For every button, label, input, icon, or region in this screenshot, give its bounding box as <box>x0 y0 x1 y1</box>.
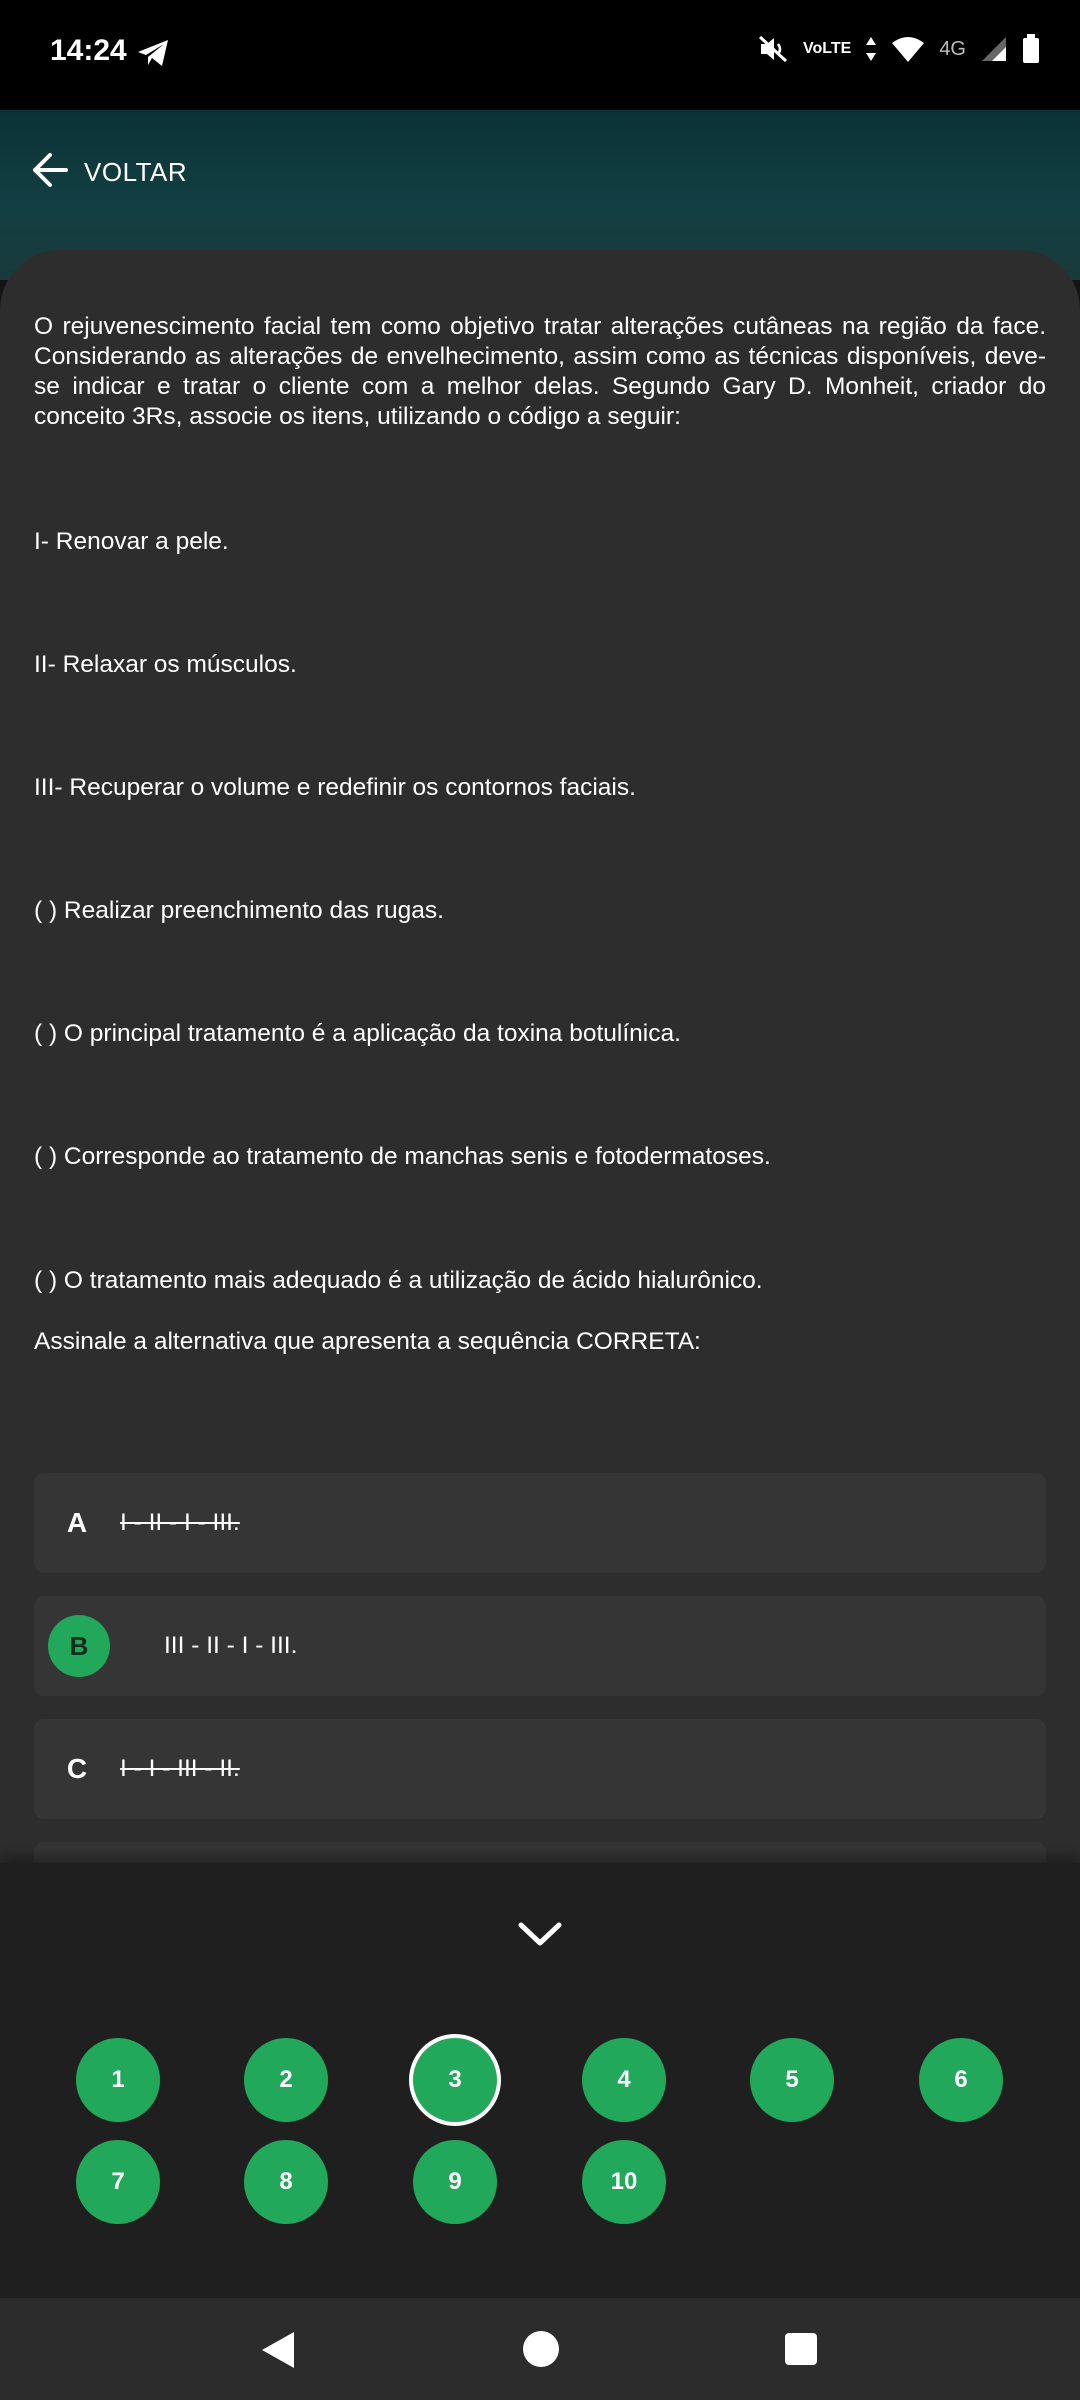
network-4g: 4G <box>939 37 966 60</box>
status-icons <box>757 34 1040 64</box>
data-arrows-icon <box>865 35 877 63</box>
status-time: 14:24 <box>50 34 127 67</box>
volte-top: Vo <box>803 40 823 57</box>
question-text: O rejuvenescimento facial tem como objetivo tratar alterações cutâneas na região da face. Considerando as alterações de envelhecimento, assim como as técnicas disponíveis, deve-se indicar e tratar o cliente com a melhor delas. Segundo Gary D. Monheit, criador do conceito 3Rs, associe os itens, utilizando o código a seguir: <box>34 313 1046 430</box>
question-item: ( ) Realizar preenchimento das rugas. <box>34 897 444 924</box>
question-item: III- Recuperar o volume e redefinir os contornos faciais. <box>34 774 636 801</box>
volte-bottom: LTE <box>822 40 852 57</box>
question-prompt: Assinale a alternativa que apresenta a sequência CORRETA: <box>34 1328 701 1355</box>
question-button-3[interactable]: 3 <box>413 2038 497 2122</box>
chevron-down-icon[interactable] <box>515 1913 565 1958</box>
back-arrow-icon <box>30 150 70 195</box>
question-item: ( ) O tratamento mais adequado é a utilização de ácido hialurônico. <box>34 1267 763 1294</box>
question-item: I- Renovar a pele. <box>34 528 229 555</box>
question-button-5[interactable]: 5 <box>750 2038 834 2122</box>
option-text: I - II - I - III. <box>120 1509 240 1536</box>
question-button-6[interactable]: 6 <box>919 2038 1003 2122</box>
back-label: VOLTAR <box>84 157 188 187</box>
question-item: II- Relaxar os músculos. <box>34 651 297 678</box>
option-letter-selected: B <box>48 1615 110 1677</box>
option-a[interactable] <box>34 1473 1046 1573</box>
wifi-icon <box>891 35 925 63</box>
status-bar <box>0 0 1080 110</box>
question-navigator <box>0 1863 1080 2298</box>
question-button-9[interactable]: 9 <box>413 2140 497 2224</box>
question-button-2[interactable]: 2 <box>244 2038 328 2122</box>
signal-icon <box>980 35 1008 63</box>
question-card <box>0 250 1080 1870</box>
volte-indicator <box>803 41 851 57</box>
mute-icon <box>757 34 789 64</box>
question-item: ( ) Corresponde ao tratamento de manchas senis e fotodermatoses. <box>34 1143 771 1170</box>
nav-recents-icon[interactable] <box>784 2332 818 2371</box>
question-button-4[interactable]: 4 <box>582 2038 666 2122</box>
option-text: I - I - III - II. <box>120 1755 240 1782</box>
question-button-8[interactable]: 8 <box>244 2140 328 2224</box>
question-button-1[interactable]: 1 <box>76 2038 160 2122</box>
nav-home-icon[interactable] <box>522 2330 560 2373</box>
question-button-10[interactable]: 10 <box>582 2140 666 2224</box>
option-c[interactable] <box>34 1719 1046 1819</box>
nav-back-icon[interactable] <box>260 2330 296 2375</box>
option-letter: C <box>66 1753 88 1784</box>
battery-icon <box>1022 34 1040 64</box>
system-nav-bar <box>0 2298 1080 2400</box>
question-button-7[interactable]: 7 <box>76 2140 160 2224</box>
option-text: III - II - I - III. <box>164 1632 298 1659</box>
option-letter: A <box>66 1507 88 1538</box>
back-button[interactable] <box>30 150 187 195</box>
option-b[interactable] <box>34 1596 1046 1696</box>
question-item: ( ) O principal tratamento é a aplicação da toxina botulínica. <box>34 1020 681 1047</box>
telegram-icon <box>136 38 170 73</box>
